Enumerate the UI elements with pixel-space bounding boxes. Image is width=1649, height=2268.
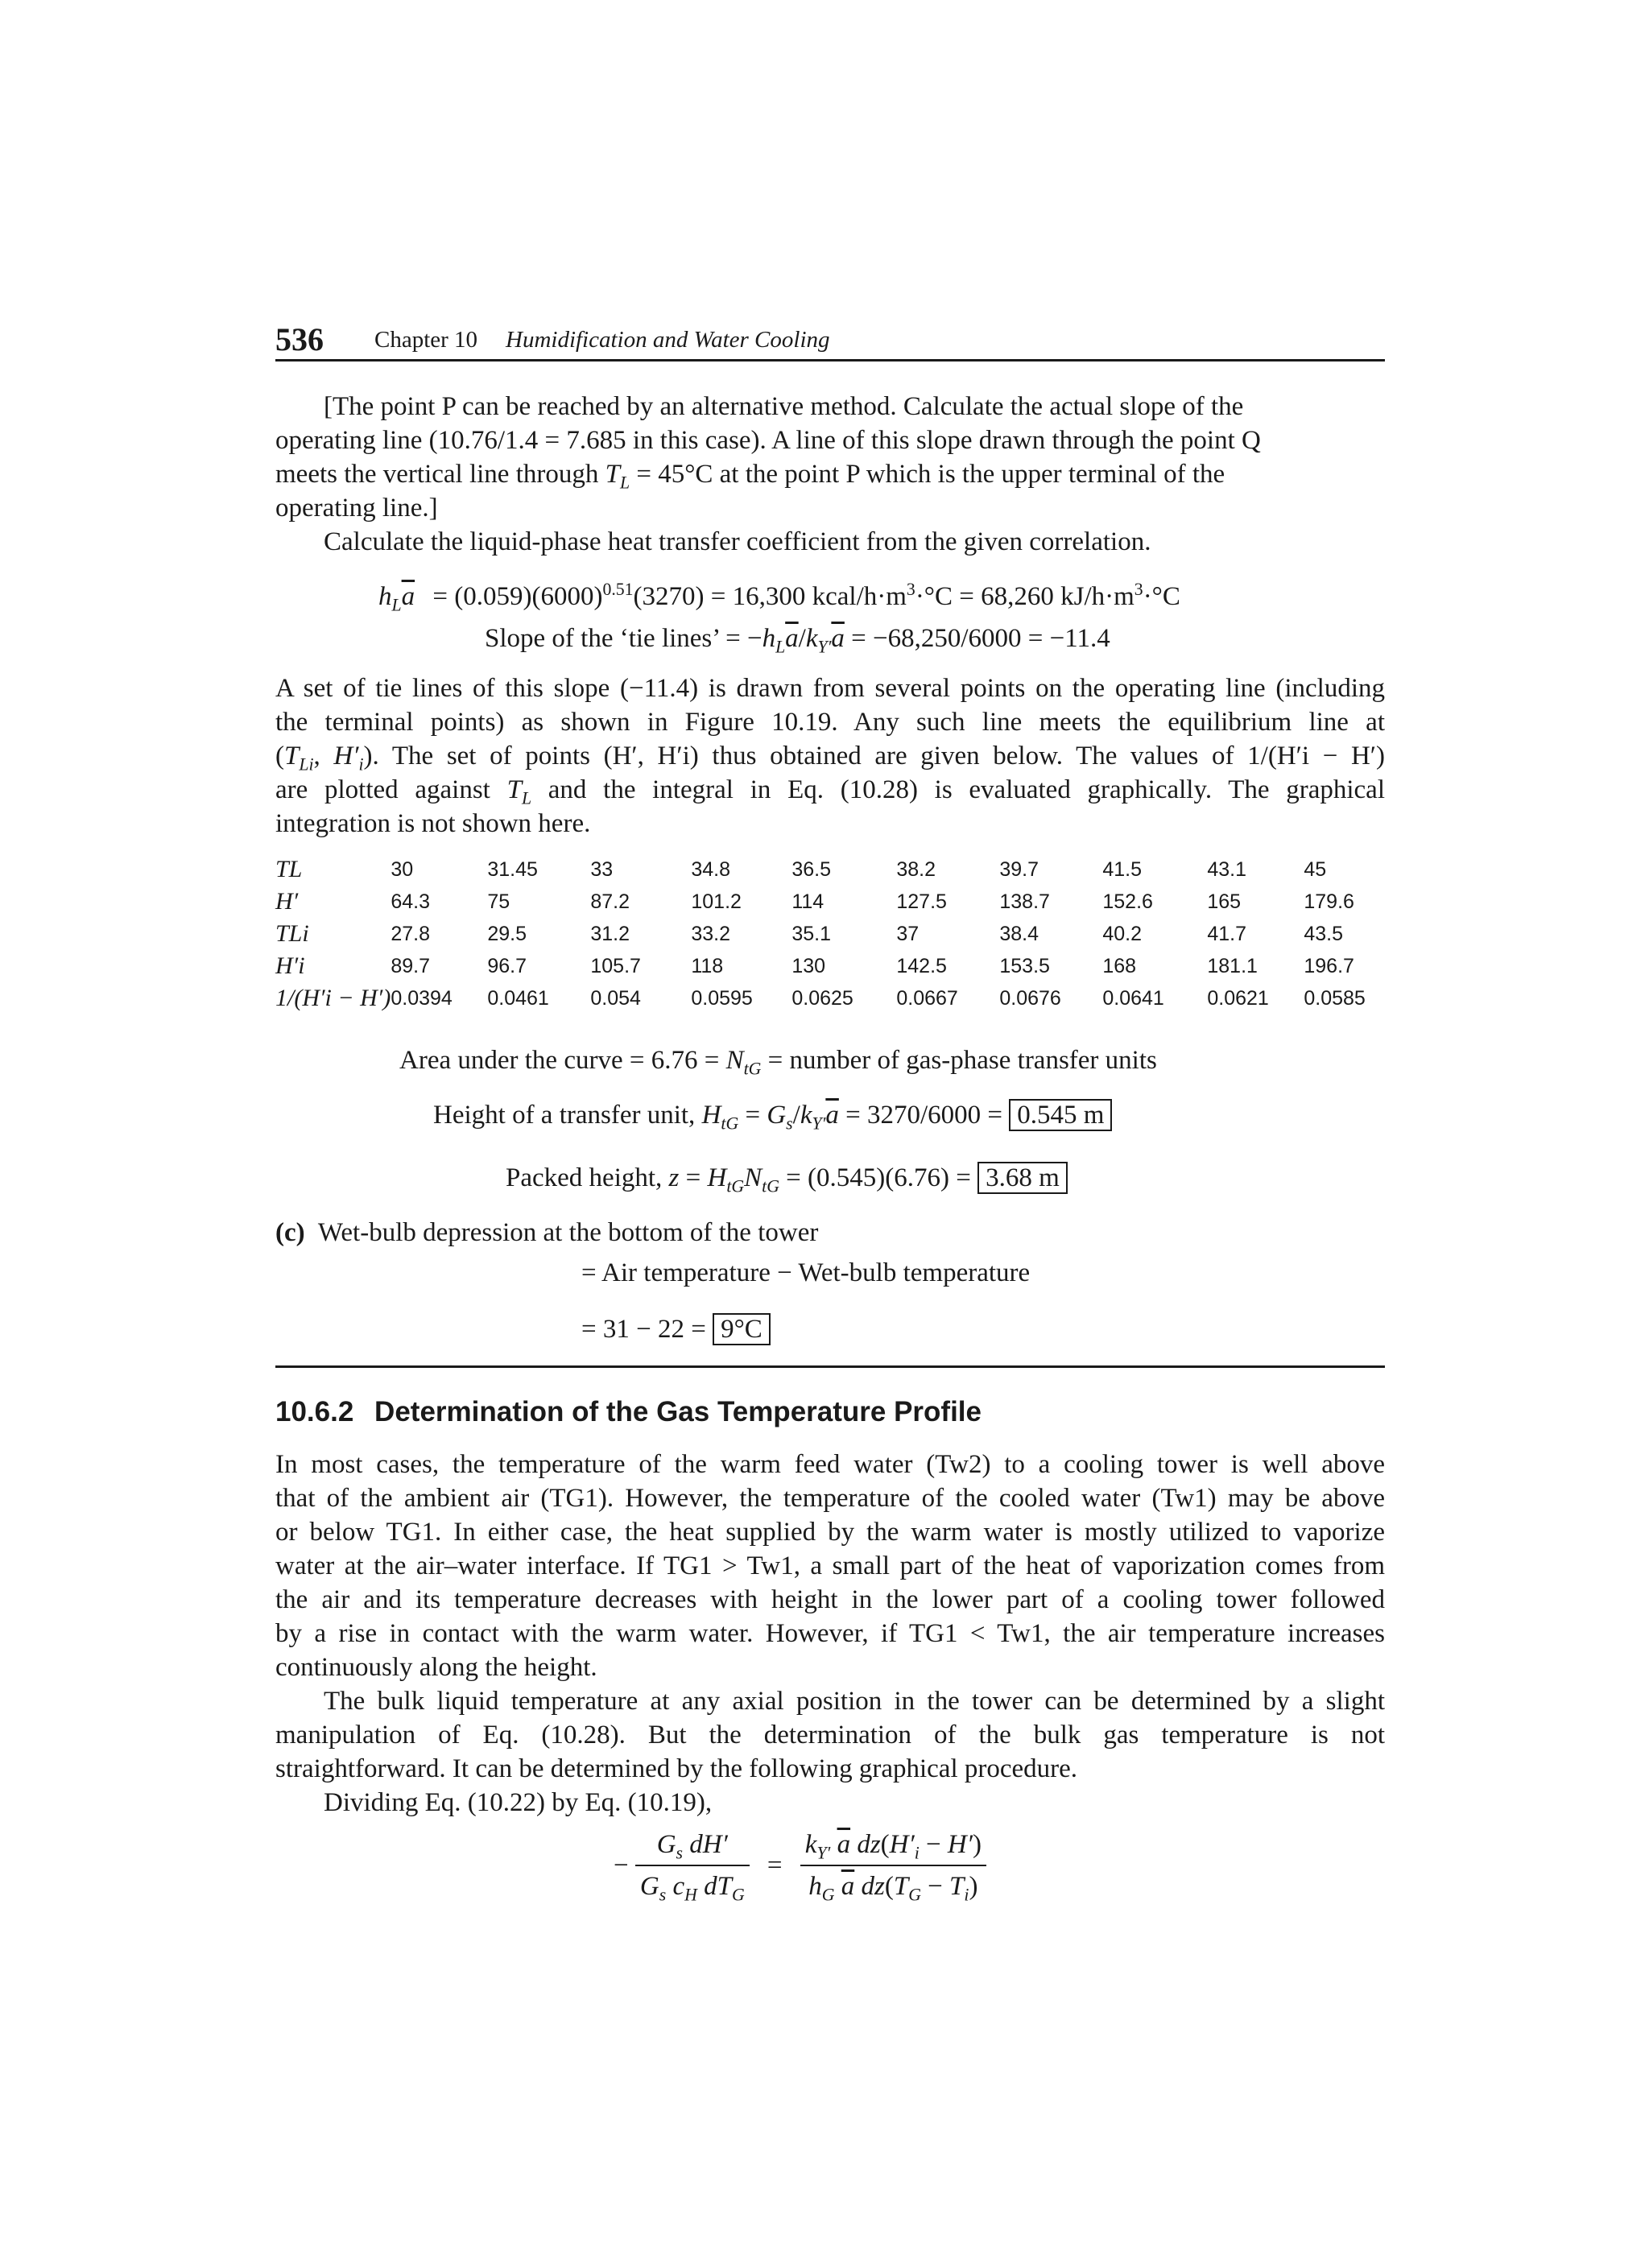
table-cell: 127.5 xyxy=(896,890,947,913)
table-row xyxy=(275,950,1384,982)
table-cell: 27.8 xyxy=(391,922,431,945)
table-cell: 168 xyxy=(1102,954,1137,977)
para2-line3: ($T_{Li}$, $H'_i$). The set of points (H′, H′i) thus obtained are given below. The values of 1/(H′i − H′) xyxy=(275,742,1385,775)
table-cell: 0.0676 xyxy=(999,986,1061,1010)
operating-line-data-table xyxy=(275,853,1384,1014)
dividing-line: Dividing Eq. (10.22) by Eq. (10.19), xyxy=(324,1788,713,1817)
htu-result-box: 0.545 m xyxy=(1009,1099,1112,1131)
table-row xyxy=(275,853,1384,886)
table-cell: 114 xyxy=(791,890,824,913)
table-cell: 38.4 xyxy=(999,922,1039,945)
table-cell: 36.5 xyxy=(791,857,832,881)
row-label: H′ xyxy=(275,888,299,915)
table-cell: 153.5 xyxy=(999,954,1050,977)
para1-line1: [The point P can be reached by an alternative method. Calculate the actual slope of the xyxy=(324,392,1244,421)
table-cell: 118 xyxy=(691,954,724,977)
table-cell: 0.0641 xyxy=(1102,986,1164,1010)
table-cell: 0.0461 xyxy=(487,986,549,1010)
table-cell: 101.2 xyxy=(691,890,742,913)
section-rule xyxy=(275,1365,1385,1368)
table-body xyxy=(275,853,1384,1014)
left-fraction: $\frac{G_s dH'}{G_s c_H dT_G}$ xyxy=(635,1828,750,1903)
row-label: 1/(H′i − H′) xyxy=(275,985,391,1011)
table-cell: 43.5 xyxy=(1304,922,1344,945)
para1-line4: operating line.] xyxy=(275,494,438,523)
calc-intro-line: Calculate the liquid-phase heat transfer coefficient from the given correlation. xyxy=(324,527,1151,556)
wetbulb-line3: = 31 − 22 = 9°C xyxy=(581,1312,771,1346)
wetbulb-result-box: 9°C xyxy=(713,1313,771,1345)
page-number: 536 xyxy=(275,321,324,357)
page-header xyxy=(275,320,1385,357)
section-heading xyxy=(275,1396,982,1428)
chapter-label: Chapter 10 xyxy=(374,327,478,353)
table-cell: 64.3 xyxy=(391,890,431,913)
table-cell: 41.7 xyxy=(1207,922,1247,945)
para2-line5: integration is not shown here. xyxy=(275,809,591,838)
area-under-curve-line: Area under the curve = $6.76 = N_{tG}$ = number of gas-phase transfer units xyxy=(399,1046,1157,1079)
para4-line1: The bulk liquid temperature at any axial position in the tower can be determined by a slight xyxy=(324,1687,1385,1716)
right-fraction: $\frac{k_{Y'} \overline{a} dz(H'_i - H')}{h_G \overline{a} dz(T_G - T_i)}$ xyxy=(800,1828,986,1903)
table-cell: 142.5 xyxy=(896,954,947,977)
table-cell: 37 xyxy=(896,922,920,945)
table-cell: 31.2 xyxy=(590,922,630,945)
tie-lines-paragraph xyxy=(275,671,1385,841)
row-label: TL xyxy=(275,856,303,882)
para1-line3: meets the vertical line through $T_L = 45^\circ C$ at the point P which is the upper terminal of the xyxy=(275,460,1225,493)
transfer-unit-height-line: Height of a transfer unit, $H_{tG} = G_s/k_{Y'}\overline{a} = 3270/6000 = 0.545$ m xyxy=(433,1098,1112,1132)
para3-line7: continuously along the height. xyxy=(275,1653,597,1682)
chapter-title: Humidification and Water Cooling xyxy=(506,327,830,353)
table-cell: 0.0625 xyxy=(791,986,853,1010)
table-cell: 39.7 xyxy=(999,857,1039,881)
table-cell: 0.0394 xyxy=(391,986,453,1010)
table-cell: 33.2 xyxy=(691,922,731,945)
table-cell: 96.7 xyxy=(487,954,527,977)
table-cell: 35.1 xyxy=(791,922,832,945)
para4-line2: manipulation of Eq. (10.28). But the determination of the bulk gas temperature is not xyxy=(275,1721,1385,1750)
row-label: H′i xyxy=(275,952,305,979)
table-cell: 0.054 xyxy=(590,986,641,1010)
table-cell: 105.7 xyxy=(590,954,641,977)
table-cell: 29.5 xyxy=(487,922,527,945)
table-cell: 87.2 xyxy=(590,890,630,913)
header-rule xyxy=(275,359,1385,361)
packed-height-line: Packed height, $z = H_{tG}N_{tG} = (0.545)(6.76) = 3.68$ m xyxy=(506,1161,1068,1195)
heat-transfer-equation: $h_L\overline{a} = (0.059)(6000)^{0.51}(3270) = 16,300$ kcal/$h\cdot m^3\cdot^\circ C = 68,260$ $kJ/h\cdot m^3\cdot^\circ C$ xyxy=(378,580,1180,615)
table-cell: 130 xyxy=(791,954,826,977)
table-cell: 30 xyxy=(391,857,414,881)
para3-line4: water at the air–water interface. If TG1 > Tw1, a small part of the heat of vaporization comes from xyxy=(275,1551,1385,1580)
table-cell: 179.6 xyxy=(1304,890,1354,913)
table-row xyxy=(275,982,1384,1014)
table-row xyxy=(275,886,1384,918)
table-cell: 75 xyxy=(487,890,510,913)
section-number: 10.6.2 xyxy=(275,1396,354,1427)
para4-line3: straightforward. It can be determined by the following graphical procedure. xyxy=(275,1754,1078,1783)
wet-bulb-depression-block xyxy=(275,1216,1385,1250)
gas-temperature-paragraph xyxy=(275,1448,1385,1820)
para3-line1: In most cases, the temperature of the warm feed water (Tw2) to a cooling tower is well above xyxy=(275,1450,1385,1479)
table-cell: 0.0667 xyxy=(896,986,958,1010)
table-cell: 38.2 xyxy=(896,857,936,881)
table-cell: 31.45 xyxy=(487,857,538,881)
para3-line3: or below TG1. In either case, the heat supplied by the warm water is mostly utilized to vaporize xyxy=(275,1518,1385,1547)
wetbulb-line2: = Air temperature − Wet-bulb temperature xyxy=(581,1258,1031,1287)
table-cell: 33 xyxy=(590,857,614,881)
table-cell: 34.8 xyxy=(691,857,731,881)
table-cell: 40.2 xyxy=(1102,922,1143,945)
table-row xyxy=(275,918,1384,950)
para3-line6: by a rise in contact with the warm water. However, if TG1 < Tw1, the air temperature increases xyxy=(275,1619,1385,1648)
wetbulb-line1: (c) Wet-bulb depression at the bottom of the tower xyxy=(275,1218,819,1247)
para2-line2: the terminal points) as shown in Figure 10.19. Any such line meets the equilibrium line at xyxy=(275,708,1385,737)
para3-line5: the air and its temperature decreases with height in the lower part of a cooling tower followed xyxy=(275,1585,1385,1614)
section-title: Determination of the Gas Temperature Profile xyxy=(374,1396,982,1427)
table-cell: 45 xyxy=(1304,857,1327,881)
table-cell: 89.7 xyxy=(391,954,431,977)
table-cell: 41.5 xyxy=(1102,857,1143,881)
table-cell: 181.1 xyxy=(1207,954,1258,977)
packed-height-result-box: 3.68 m xyxy=(977,1162,1068,1194)
para1-line2: operating line (10.76/1.4 = 7.685 in this case). A line of this slope drawn through the point Q xyxy=(275,426,1261,455)
table-cell: 196.7 xyxy=(1304,954,1354,977)
table-cell: 165 xyxy=(1207,890,1242,913)
table-cell: 152.6 xyxy=(1102,890,1153,913)
alternative-method-paragraph xyxy=(275,390,1385,559)
row-label: TLi xyxy=(275,920,309,947)
para2-line4: are plotted against $T_L$ and the integral in Eq. (10.28) is evaluated graphically. The graphical xyxy=(275,775,1386,808)
table-cell: 138.7 xyxy=(999,890,1050,913)
table-cell: 0.0621 xyxy=(1207,986,1269,1010)
para3-line2: that of the ambient air (TG1). However, the temperature of the cooled water (Tw1) may be above xyxy=(275,1484,1385,1513)
table-cell: 0.0585 xyxy=(1304,986,1366,1010)
tie-line-slope-equation: Slope of the ‘tie lines’ = $-h_L\overline{a}/k_{Y'}\overline{a} = -68,250/6000 = -11.4$ xyxy=(485,624,1110,657)
gas-temperature-fraction-equation: − $\frac{G_s dH'}{G_s c_H dT_G}$ = $\frac{k_{Y'} \overline{a} dz(H'_i - H')}{h_G \overline{a} dz(T_G - T_i)}$ xyxy=(614,1828,986,1903)
para2-line1: A set of tie lines of this slope (−11.4) is drawn from several points on the operating line (including xyxy=(275,674,1385,703)
table-cell: 43.1 xyxy=(1207,857,1247,881)
table-cell: 0.0595 xyxy=(691,986,753,1010)
